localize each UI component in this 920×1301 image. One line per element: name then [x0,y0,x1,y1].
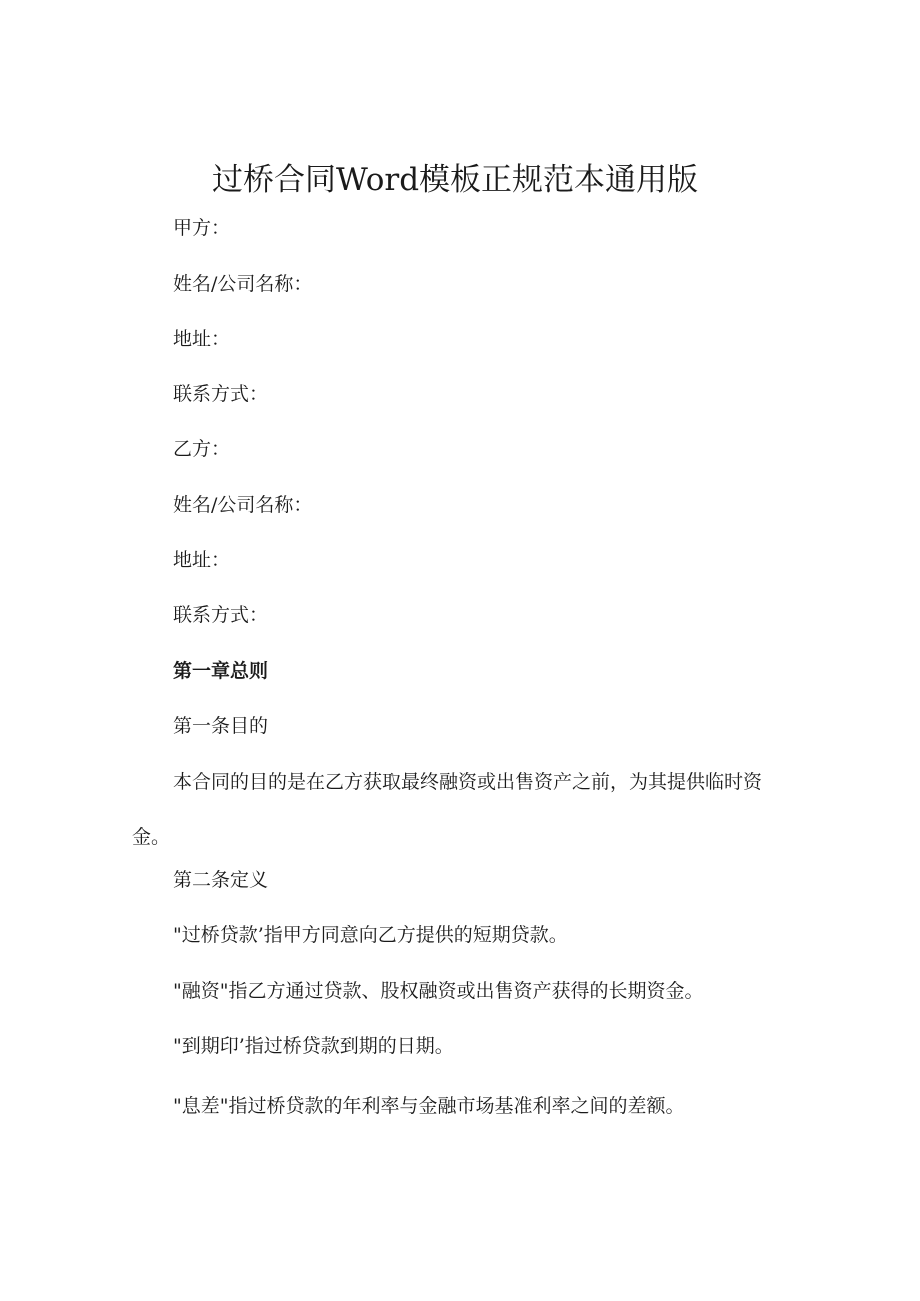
party-a-name-field: 姓名/公司名称： [173,273,313,295]
party-b-name-field: 姓名/公司名称： [173,494,313,516]
party-b-address-field: 地址： [173,549,231,571]
party-a-address-field: 地址： [173,328,231,350]
party-a-contact-field: 联系方式： [173,383,269,405]
definition-item: "息差"指过桥贷款的年利率与金融市场基准利率之间的差额。 [173,1095,685,1117]
article-2-heading: 第二条定义 [173,869,269,891]
article-1-heading: 第一条目的 [173,715,269,737]
document-title: 过桥合同Word模板正规范本通用版 [211,162,699,198]
party-b-label: 乙方： [173,438,231,460]
definition-item: "到期印’指过桥贷款到期的日期。 [173,1035,454,1057]
definition-item: "过桥贷款’指甲方同意向乙方提供的短期贷款。 [173,924,568,946]
article-1-text: 本合同的目的是在乙方获取最终融资或出售资产之前，为其提供临时资金。 [132,771,763,848]
party-b-contact-field: 联系方式： [173,604,269,626]
chapter-heading: 第一章总则 [173,660,269,682]
party-a-label: 甲方： [173,217,231,239]
definition-item: "融资"指乙方通过贷款、股权融资或出售资产获得的长期资金。 [173,980,704,1002]
